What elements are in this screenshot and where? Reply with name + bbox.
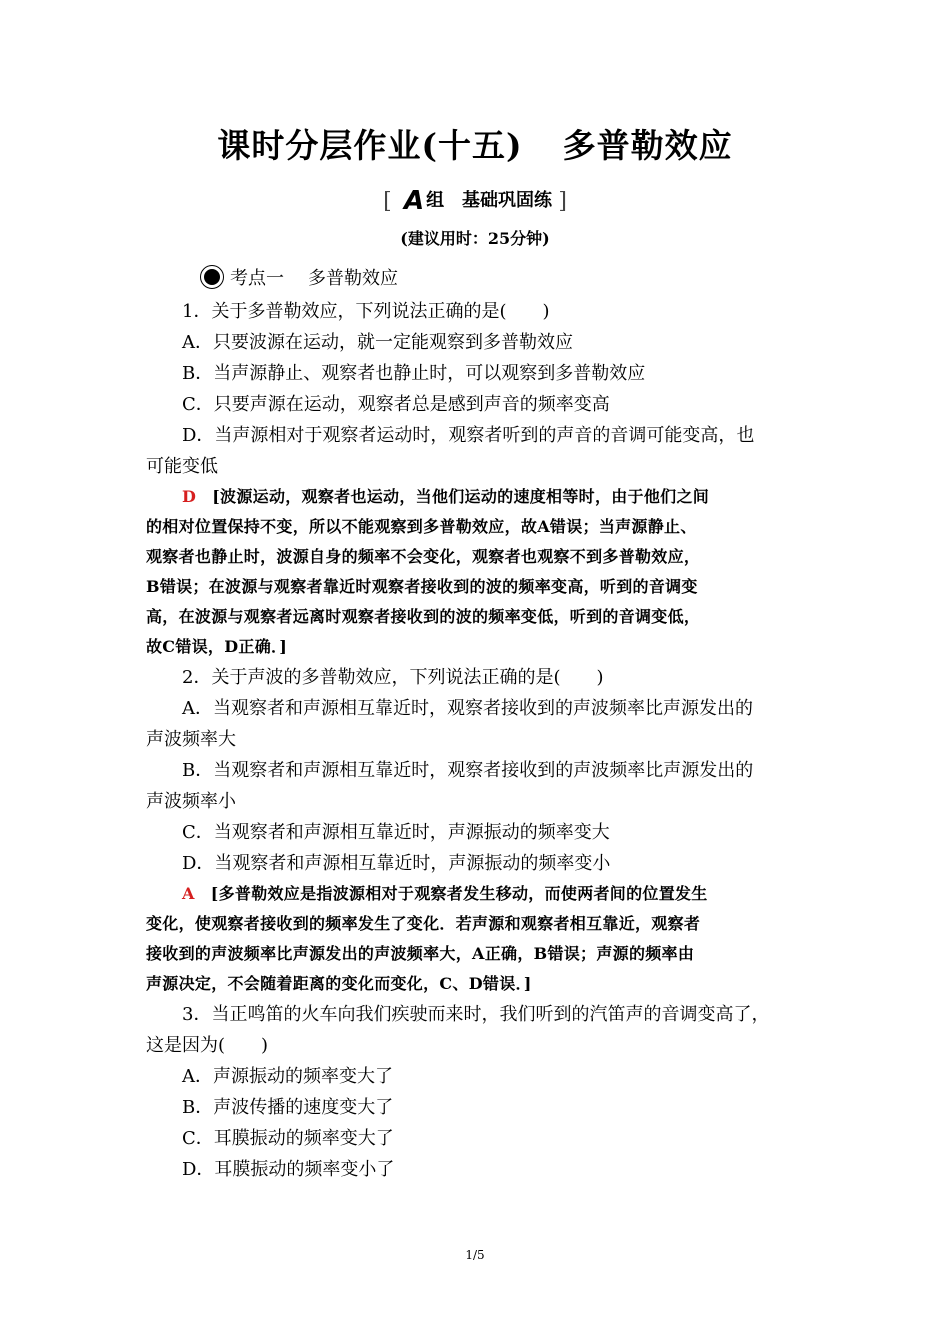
q2-option-b: B．当观察者和声源相互靠近时，观察者接收到的声波频率比声源发出的: [182, 760, 754, 781]
q1-option-b: B．当声源静止、观察者也静止时，可以观察到多普勒效应: [182, 363, 646, 384]
group-bracket-close: ]: [558, 189, 567, 214]
page-title: [0, 120, 950, 167]
q1-explanation-line: 的相对位置保持不变，所以不能观察到多普勒效应，故A错误；当声源静止、: [146, 517, 697, 536]
page-number: 1/5: [465, 1248, 485, 1262]
q1-explanation-line: 高，在波源与观察者远离时观察者接收到的波的频率变低，听到的音调变低，: [146, 607, 701, 626]
q1-option-d: D．当声源相对于观察者运动时，观察者听到的声音的音调可能变高，也: [182, 425, 755, 446]
q2-explanation-line: 接收到的声波频率比声源发出的声波频率大，A正确，B错误；声源的频率由: [146, 944, 695, 963]
q2-option-d: D．当观察者和声源相互靠近时，声源振动的频率变小: [182, 853, 611, 874]
q3-option-a: A．声源振动的频率变大了: [182, 1066, 393, 1087]
suggested-time: (建议用时：25分钟): [400, 229, 550, 248]
q1-explanation-line: [146, 482, 808, 512]
q1-option-a: A．只要波源在运动，就一定能观察到多普勒效应: [182, 332, 573, 353]
bullet-circle-icon: [200, 265, 224, 289]
q2-option-b-cont: 声波频率小: [146, 791, 236, 812]
title-main: 课时分层作业(十五): [217, 126, 523, 165]
kaodian-heading: [200, 264, 398, 290]
group-letter: A: [403, 186, 425, 216]
group-text: 组 基础巩固练: [426, 190, 553, 211]
q2-explanation-line: 变化，使观察者接收到的频率发生了变化．若声源和观察者相互靠近，观察者: [146, 914, 701, 933]
q1-explanation-line: 故C错误，D正确．]: [146, 637, 288, 656]
q3-option-c: C．耳膜振动的频率变大了: [182, 1128, 394, 1149]
q2-option-a: A．当观察者和声源相互靠近时，观察者接收到的声波频率比声源发出的: [182, 698, 753, 719]
q3-stem: 3．当正鸣笛的火车向我们疾驶而来时，我们听到的汽笛声的音调变高了，: [182, 1004, 770, 1025]
q2-explanation-line: 声源决定，不会随着距离的变化而变化，C、D错误．]: [146, 974, 532, 993]
q2-answer: A: [182, 884, 195, 903]
group-heading: [0, 186, 950, 216]
group-bracket-open: [: [383, 189, 392, 214]
q1-option-c: C．只要声源在运动，观察者总是感到声音的频率变高: [182, 394, 610, 415]
q2-explanation-line: [146, 879, 808, 909]
q2-exp-text: [多普勒效应是指波源相对于观察者发生移动，而使两者间的位置发生: [210, 884, 708, 903]
q3-stem-cont: 这是因为( ): [146, 1035, 269, 1056]
q3-option-b: B．声波传播的速度变大了: [182, 1097, 394, 1118]
q2-stem: 2．关于声波的多普勒效应，下列说法正确的是( ): [182, 667, 604, 688]
q1-answer: D: [182, 487, 197, 506]
title-topic: 多普勒效应: [562, 126, 733, 165]
kaodian-topic: 多普勒效应: [308, 268, 398, 289]
q2-option-a-cont: 声波频率大: [146, 729, 236, 750]
kaodian-label: 考点一: [230, 268, 284, 289]
q1-explanation-line: B错误；在波源与观察者靠近时观察者接收到的波的频率变高，听到的音调变: [146, 577, 698, 596]
q3-option-d: D．耳膜振动的频率变小了: [182, 1159, 395, 1180]
q1-exp-text: [波源运动，观察者也运动，当他们运动的速度相等时，由于他们之间: [212, 487, 710, 506]
q1-stem: 1．关于多普勒效应，下列说法正确的是( ): [182, 301, 550, 322]
question-content: [146, 296, 808, 1185]
q2-option-c: C．当观察者和声源相互靠近时，声源振动的频率变大: [182, 822, 610, 843]
q1-explanation-line: 观察者也静止时，波源自身的频率不会变化，观察者也观察不到多普勒效应，: [146, 547, 701, 566]
q1-option-d-cont: 可能变低: [146, 456, 218, 477]
